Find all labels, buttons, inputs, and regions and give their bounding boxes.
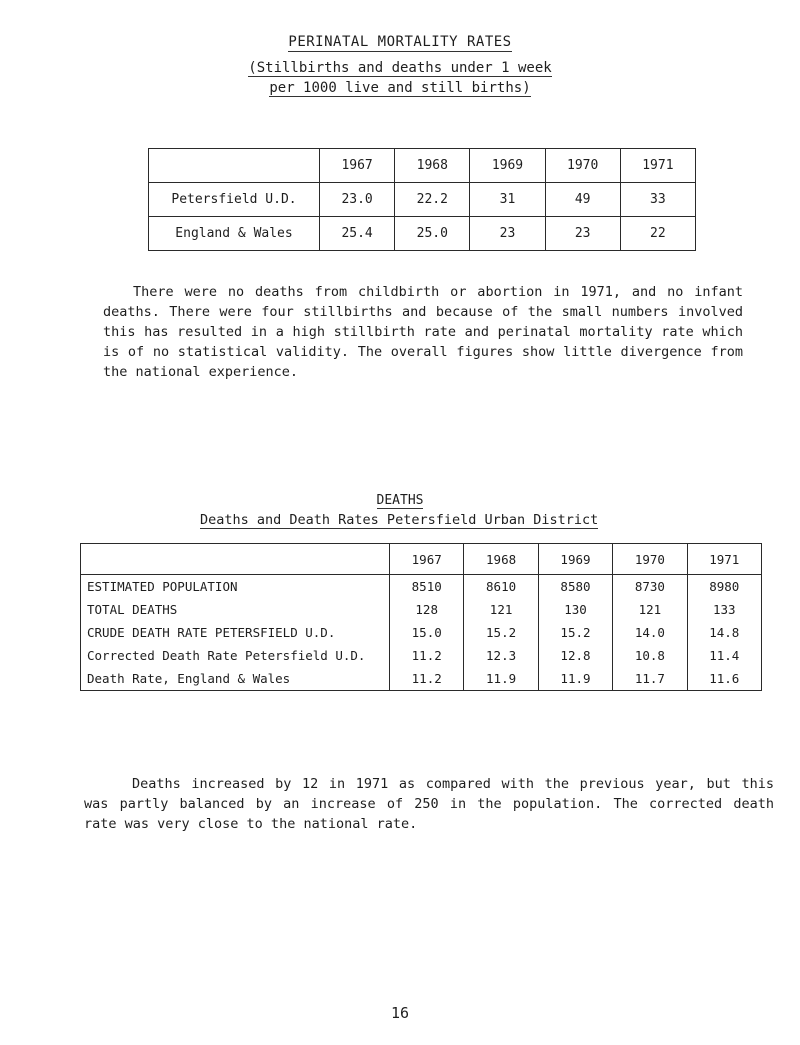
column-header: 1968 <box>464 544 538 575</box>
table-cell: 11.4 <box>687 644 761 667</box>
column-header: 1971 <box>620 149 695 183</box>
subtitle-line-2: per 1000 live and still births) <box>269 80 531 96</box>
table-row <box>81 667 762 691</box>
table-cell: 11.9 <box>538 667 612 691</box>
row-label: ESTIMATED POPULATION <box>81 575 390 599</box>
table-cell: 14.0 <box>613 621 687 644</box>
table-cell: 121 <box>613 598 687 621</box>
deaths-heading-text: DEATHS <box>376 493 424 508</box>
table-cell: 22 <box>620 217 695 251</box>
paragraph-deaths: Deaths increased by 12 in 1971 as compared with the previous year, but this was partly balanced by an increase of 250 in the population. The corrected death rate was very close to the national rate. <box>84 776 774 832</box>
table-cell: 8580 <box>538 575 612 599</box>
table-cell: 23.0 <box>320 183 395 217</box>
section-subheading <box>200 512 598 528</box>
table-cell: 11.6 <box>687 667 761 691</box>
table-cell: 8980 <box>687 575 761 599</box>
row-label: Corrected Death Rate Petersfield U.D. <box>81 644 390 667</box>
table-cell: 11.2 <box>390 644 464 667</box>
table-cell: 8730 <box>613 575 687 599</box>
table-cell: 11.9 <box>464 667 538 691</box>
page-subtitle <box>0 58 800 98</box>
perinatal-table <box>148 148 696 251</box>
row-label: TOTAL DEATHS <box>81 598 390 621</box>
table-row <box>81 598 762 621</box>
column-header: 1971 <box>687 544 761 575</box>
column-header: 1967 <box>390 544 464 575</box>
column-header: 1969 <box>538 544 612 575</box>
table-cell: 23 <box>545 217 620 251</box>
table-cell: 25.4 <box>320 217 395 251</box>
page-title <box>0 34 800 50</box>
table-cell: 31 <box>470 183 545 217</box>
subtitle-line-1: (Stillbirths and deaths under 1 week <box>248 60 552 76</box>
title-text: PERINATAL MORTALITY RATES <box>288 34 512 50</box>
table-cell: 133 <box>687 598 761 621</box>
column-header: 1968 <box>395 149 470 183</box>
table-cell: 15.2 <box>464 621 538 644</box>
table-cell: 23 <box>470 217 545 251</box>
table-cell: 14.8 <box>687 621 761 644</box>
table-cell: 130 <box>538 598 612 621</box>
table-row <box>81 621 762 644</box>
table-cell: 15.0 <box>390 621 464 644</box>
table-cell: 121 <box>464 598 538 621</box>
table-row <box>81 575 762 599</box>
row-label: CRUDE DEATH RATE PETERSFIELD U.D. <box>81 621 390 644</box>
table-corner-cell <box>149 149 320 183</box>
column-header: 1967 <box>320 149 395 183</box>
table-cell: 25.0 <box>395 217 470 251</box>
table-cell: 8610 <box>464 575 538 599</box>
section-heading-deaths <box>0 493 800 508</box>
table-cell: 22.2 <box>395 183 470 217</box>
table-cell: 128 <box>390 598 464 621</box>
row-label: Death Rate, England & Wales <box>81 667 390 691</box>
table-row <box>81 644 762 667</box>
column-header: 1970 <box>613 544 687 575</box>
paragraph-perinatal: There were no deaths from childbirth or abortion in 1971, and no infant deaths. There were four stillbirths and because of the small numbers involved this has resulted in a high stillbirth rate and perinatal mortality rate which is of no statistical validity. The overall figures show little divergence from the national experience. <box>103 284 743 380</box>
table-cell: 11.7 <box>613 667 687 691</box>
table-cell: 10.8 <box>613 644 687 667</box>
table-header-row <box>149 149 696 183</box>
table-cell: 12.3 <box>464 644 538 667</box>
table-header-row <box>81 544 762 575</box>
table-cell: 49 <box>545 183 620 217</box>
table-row <box>149 183 696 217</box>
page-number: 16 <box>390 1004 410 1022</box>
deaths-subheading-text: Deaths and Death Rates Petersfield Urban District <box>200 512 599 528</box>
column-header: 1970 <box>545 149 620 183</box>
table-cell: 12.8 <box>538 644 612 667</box>
table-cell: 15.2 <box>538 621 612 644</box>
row-label: England & Wales <box>149 217 320 251</box>
table-row <box>149 217 696 251</box>
column-header: 1969 <box>470 149 545 183</box>
table-cell: 33 <box>620 183 695 217</box>
deaths-table <box>80 543 762 691</box>
table-corner-cell <box>81 544 390 575</box>
table-cell: 11.2 <box>390 667 464 691</box>
row-label: Petersfield U.D. <box>149 183 320 217</box>
table-cell: 8510 <box>390 575 464 599</box>
